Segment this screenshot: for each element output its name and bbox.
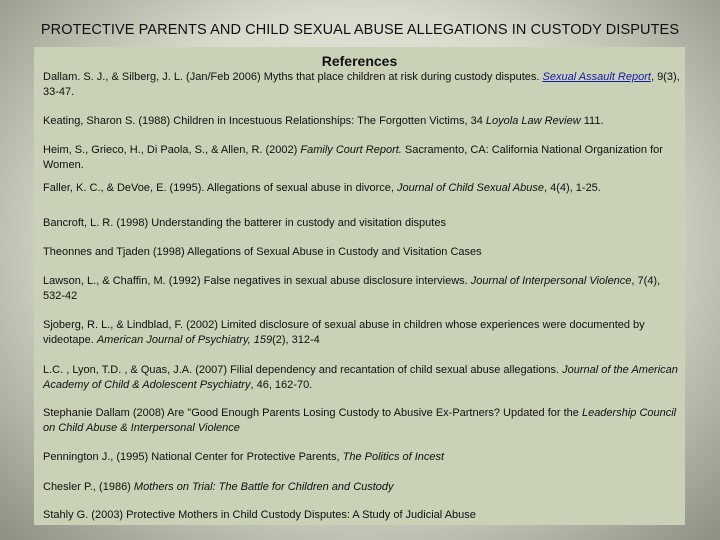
reference-item [43, 274, 683, 304]
reference-text: , 9(3), 33-47. [43, 71, 680, 98]
reference-text: Stahly G. (2003) Protective Mothers in Child Custody Disputes: A Study of Judicial Abuse [43, 509, 476, 521]
reference-text: Dallam. S. J., & Silberg, J. L. (Jan/Feb 2006) Myths that place children at risk during custody disputes. [43, 71, 543, 83]
reference-text: Sacramento, CA: California National Organization for Women. [43, 144, 663, 171]
reference-text: , 7(4), 532-42 [43, 275, 661, 302]
reference-item [43, 143, 683, 173]
reference-source-title: Leadership Council on Child Abuse & Interpersonal Violence [43, 407, 677, 434]
reference-item [43, 114, 683, 129]
reference-source-title: American Journal of Psychiatry, 159 [96, 334, 273, 346]
reference-item [43, 181, 683, 196]
reference-text: , 46, 162-70. [250, 379, 313, 391]
references-heading: References [321, 53, 398, 69]
reference-item [43, 450, 683, 465]
reference-text: , 4(4), 1-25. [544, 182, 601, 194]
reference-item [43, 363, 683, 393]
reference-item [43, 216, 683, 231]
reference-text: Faller, K. C., & DeVoe, E. (1995). Allegations of sexual abuse in divorce, [43, 182, 398, 194]
reference-source-title: Journal of Child Sexual Abuse [397, 182, 544, 194]
reference-source-title: Journal of Interpersonal Violence [470, 275, 632, 287]
reference-text: L.C. , Lyon, T.D. , & Quas, J.A. (2007) Filial dependency and recantation of child sexual abuse allegations. [43, 364, 563, 376]
slide-title: PROTECTIVE PARENTS AND CHILD SEXUAL ABUSE ALLEGATIONS IN CUSTODY DISPUTES [40, 22, 680, 38]
reference-text: 111. [580, 115, 604, 127]
reference-text: Bancroft, L. R. (1998) Understanding the batterer in custody and visitation disputes [43, 217, 446, 229]
reference-text: Sjoberg, R. L., & Lindblad, F. (2002) Limited disclosure of sexual abuse in children whose experiences were documented by videotape. [43, 319, 645, 346]
reference-text: Theonnes and Tjaden (1998) Allegations of Sexual Abuse in Custody and Visitation Cases [43, 246, 482, 258]
reference-text: Heim, S., Grieco, H., Di Paola, S., & Allen, R. (2002) [43, 144, 301, 156]
reference-text: (2), 312-4 [272, 334, 320, 346]
reference-text: Stephanie Dallam (2008) Are "Good Enough Parents Losing Custody to Abusive Ex-Partners? Updated for the [43, 407, 582, 419]
reference-source-title: Loyola Law Review [485, 115, 581, 127]
reference-text: Pennington J., (1995) National Center for Protective Parents, [43, 451, 343, 463]
reference-source-title: Family Court Report. [300, 144, 402, 156]
reference-text: Lawson, L., & Chaffin, M. (1992) False negatives in sexual abuse disclosure interviews. [43, 275, 471, 287]
reference-item [43, 480, 683, 495]
reference-item [43, 406, 683, 436]
reference-item [43, 70, 683, 100]
reference-source-title: Journal of the American Academy of Child & Adolescent Psychiatry [43, 364, 678, 391]
reference-link[interactable]: Sexual Assault Report [542, 71, 651, 83]
reference-text: Keating, Sharon S. (1988) Children in Incestuous Relationships: The Forgotten Victims, 34 [43, 115, 486, 127]
reference-item [43, 318, 683, 348]
reference-text: Chesler P., (1986) [43, 481, 134, 493]
reference-source-title: The Politics of Incest [342, 451, 445, 463]
reference-item [43, 245, 683, 260]
references-panel [34, 47, 685, 525]
reference-source-title: Mothers on Trial: The Battle for Children and Custody [133, 481, 394, 493]
reference-item [43, 508, 683, 523]
